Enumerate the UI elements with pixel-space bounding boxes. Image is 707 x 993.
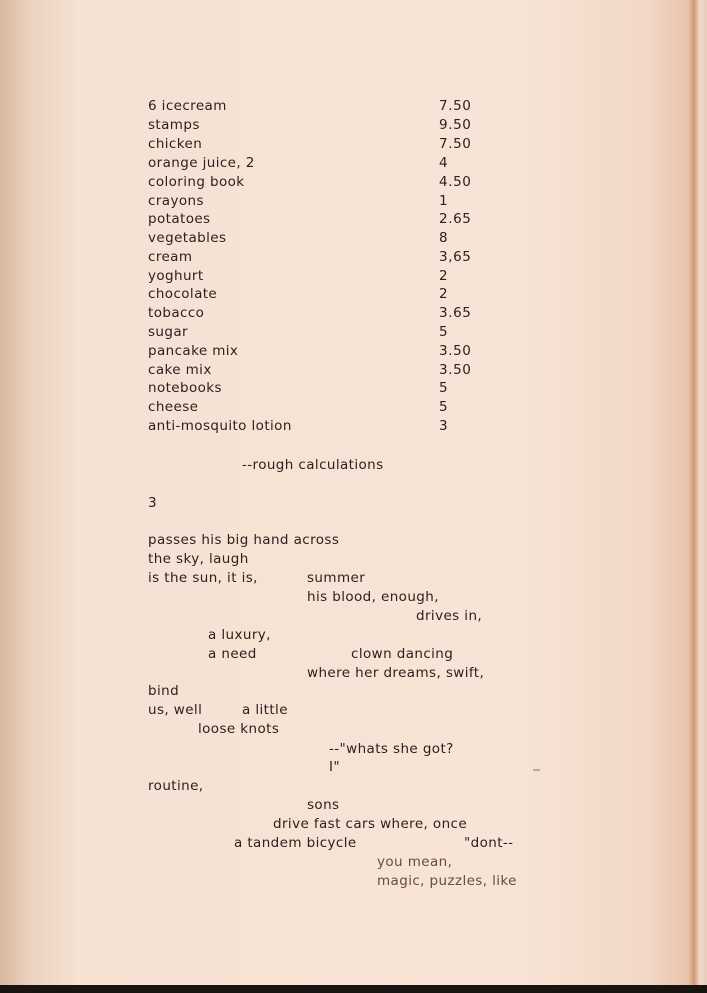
list-item-price: 7.50 xyxy=(439,136,472,152)
list-item-name: crayons xyxy=(148,193,204,209)
list-item-name: cake mix xyxy=(148,362,212,378)
poem-line: sons xyxy=(307,797,340,813)
poem-line: is the sun, it is, xyxy=(148,570,258,586)
list-item-name: 6 icecream xyxy=(148,98,227,114)
poem-line: magic, puzzles, like xyxy=(377,873,517,889)
poem-line: where her dreams, swift, xyxy=(307,665,485,681)
list-item-name: stamps xyxy=(148,117,200,133)
list-item-price: 9.50 xyxy=(439,117,472,133)
poem-line: a little xyxy=(242,702,288,718)
list-item-price: 2 xyxy=(439,268,449,284)
list-item-name: pancake mix xyxy=(148,343,239,359)
stray-mark xyxy=(533,769,540,771)
list-caption: --rough calculations xyxy=(242,457,384,473)
poem-line: summer xyxy=(307,570,366,586)
list-item-price: 3,65 xyxy=(439,249,472,265)
poem-line: bind xyxy=(148,683,180,699)
poem-line: drive fast cars where, once xyxy=(273,816,468,832)
list-item-name: anti-mosquito lotion xyxy=(148,418,292,434)
poem-line: routine, xyxy=(148,778,204,794)
poem-line: a luxury, xyxy=(208,627,271,643)
poem-line: clown dancing xyxy=(351,646,454,662)
list-item-price: 3.50 xyxy=(439,362,472,378)
poem-line: a need xyxy=(208,646,257,662)
poem-line: the sky, laugh xyxy=(148,551,249,567)
list-item-price: 3.65 xyxy=(439,305,472,321)
poem-line: loose knots xyxy=(198,721,280,737)
poem-line: his blood, enough, xyxy=(307,589,439,605)
poem-line: passes his big hand across xyxy=(148,532,340,548)
list-item-name: tobacco xyxy=(148,305,205,321)
list-item-name: cheese xyxy=(148,399,199,415)
list-item-name: orange juice, 2 xyxy=(148,155,255,171)
list-item-name: coloring book xyxy=(148,174,245,190)
list-item-name: potatoes xyxy=(148,211,211,227)
list-item-name: chocolate xyxy=(148,286,218,302)
list-item-price: 8 xyxy=(439,230,449,246)
list-item-price: 4 xyxy=(439,155,449,171)
page-bottom-edge xyxy=(0,985,707,993)
list-item-price: 2 xyxy=(439,286,449,302)
list-item-price: 7.50 xyxy=(439,98,472,114)
section-number: 3 xyxy=(148,495,157,511)
list-item-price: 2.65 xyxy=(439,211,472,227)
list-item-price: 5 xyxy=(439,324,449,340)
poem-line: us, well xyxy=(148,702,203,718)
poem-line: --"whats she got? xyxy=(329,741,454,757)
list-item-price: 4.50 xyxy=(439,174,472,190)
list-item-name: vegetables xyxy=(148,230,227,246)
list-item-name: notebooks xyxy=(148,380,222,396)
poem-line: I" xyxy=(329,759,340,775)
list-item-price: 5 xyxy=(439,399,449,415)
list-item-name: yoghurt xyxy=(148,268,204,284)
list-item-name: sugar xyxy=(148,324,188,340)
poem-line: you mean, xyxy=(377,854,453,870)
list-item-price: 3.50 xyxy=(439,343,472,359)
poem-line: drives in, xyxy=(416,608,483,624)
list-item-price: 1 xyxy=(439,193,449,209)
list-item-name: chicken xyxy=(148,136,203,152)
poem-line: "dont-- xyxy=(464,835,514,851)
list-item-price: 5 xyxy=(439,380,449,396)
list-item-price: 3 xyxy=(439,418,449,434)
list-item-name: cream xyxy=(148,249,193,265)
poem-line: a tandem bicycle xyxy=(234,835,357,851)
